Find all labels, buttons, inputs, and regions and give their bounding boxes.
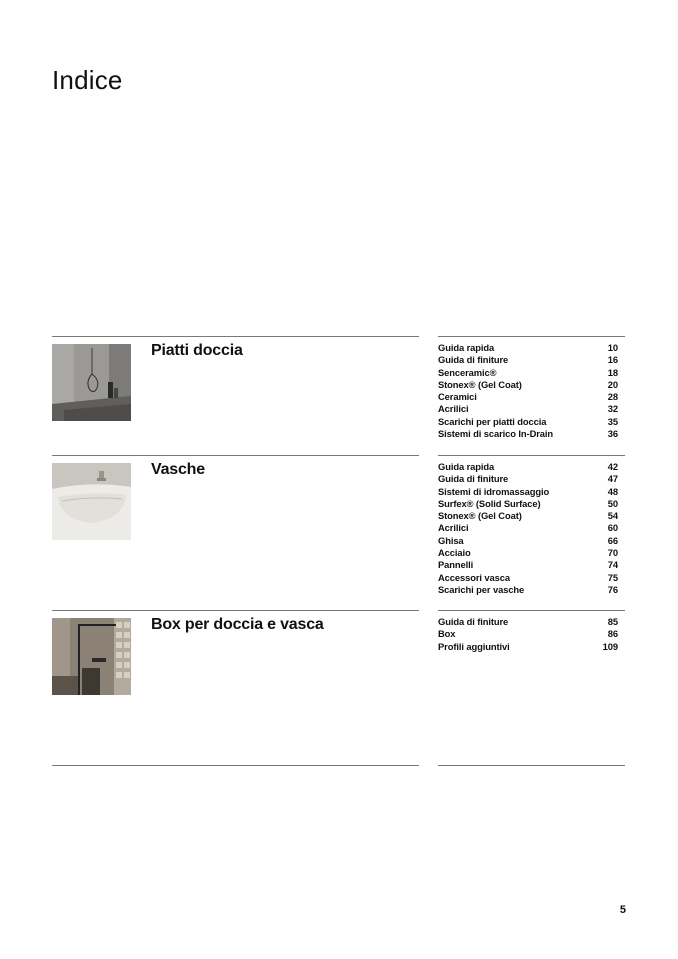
shower-tray-photo	[52, 344, 131, 421]
toc-item[interactable]	[438, 486, 618, 498]
toc-item-label: Guida di finiture	[438, 354, 509, 366]
toc-item[interactable]	[438, 428, 618, 440]
section-vasche	[0, 455, 678, 610]
section-divider	[52, 610, 419, 611]
page-title: Indice	[52, 65, 123, 96]
toc-item-label: Box	[438, 628, 456, 640]
toc-item-page: 54	[607, 510, 618, 522]
toc-item[interactable]	[438, 354, 618, 366]
toc-item-label: Pannelli	[438, 559, 474, 571]
toc-item[interactable]	[438, 416, 618, 428]
toc-item[interactable]	[438, 391, 618, 403]
toc-item-page: 70	[607, 547, 618, 559]
section-divider	[438, 610, 625, 611]
toc-item[interactable]	[438, 473, 618, 485]
toc-item-label: Guida di finiture	[438, 473, 509, 485]
toc-item-page: 66	[607, 534, 618, 546]
section-divider	[52, 336, 419, 337]
toc-item[interactable]	[438, 572, 618, 584]
toc-item-label: Stonex® (Gel Coat)	[438, 378, 522, 390]
toc-item[interactable]	[438, 628, 618, 640]
toc-item[interactable]	[438, 547, 618, 559]
toc-item[interactable]	[438, 367, 618, 379]
toc-item-label: Accessori vasca	[438, 571, 510, 583]
section-title: Vasche	[151, 461, 205, 478]
toc-item-label: Acrilici	[438, 522, 469, 534]
section-divider	[52, 455, 419, 456]
toc-item-page: 47	[607, 473, 618, 485]
section-title: Piatti doccia	[151, 342, 243, 359]
toc-item-label: Ceramici	[438, 391, 477, 403]
toc-item[interactable]	[438, 403, 618, 415]
toc-item-label: Scarichi per piatti doccia	[438, 415, 547, 427]
toc-item[interactable]	[438, 522, 618, 534]
toc-item-label: Senceramic®	[438, 366, 497, 378]
toc-item-page: 74	[607, 559, 618, 571]
toc-item[interactable]	[438, 379, 618, 391]
section-divider	[438, 455, 625, 456]
toc-item-label: Guida rapida	[438, 342, 495, 353]
toc-item-label: Guida rapida	[438, 461, 495, 472]
toc-item-page: 10	[607, 342, 618, 353]
toc-item-label: Profili aggiuntivi	[438, 640, 510, 652]
toc-item-label: Surfex® (Solid Surface)	[438, 497, 541, 509]
section-piatti-doccia	[0, 336, 678, 456]
toc-item[interactable]	[438, 641, 618, 653]
toc-item-label: Ghisa	[438, 534, 464, 546]
toc-list	[438, 616, 618, 653]
toc-item-page: 20	[607, 378, 618, 390]
section-title: Box per doccia e vasca	[151, 616, 324, 633]
toc-item[interactable]	[438, 498, 618, 510]
toc-item-label: Sistemi di scarico In-Drain	[438, 428, 554, 440]
toc-item-page: 42	[607, 461, 618, 472]
toc-list	[438, 342, 618, 440]
toc-item-label: Scarichi per vasche	[438, 583, 525, 595]
toc-item[interactable]	[438, 584, 618, 596]
toc-item-page: 85	[607, 616, 618, 627]
toc-item-label: Guida di finiture	[438, 616, 509, 627]
toc-item-label: Acrilici	[438, 403, 469, 415]
toc-list	[438, 461, 618, 596]
toc-item-page: 109	[602, 640, 618, 652]
page-number: 5	[619, 904, 626, 916]
section-box-doccia-vasca	[0, 610, 678, 765]
section-divider	[438, 336, 625, 337]
toc-item-page: 86	[607, 628, 618, 640]
toc-item-label: Acciaio	[438, 547, 471, 559]
toc-item[interactable]	[438, 535, 618, 547]
toc-item[interactable]	[438, 559, 618, 571]
toc-item-page: 16	[607, 354, 618, 366]
toc-item-page: 32	[607, 403, 618, 415]
closing-divider	[438, 765, 625, 766]
toc-item-page: 35	[607, 415, 618, 427]
closing-divider	[52, 765, 419, 766]
toc-item-label: Sistemi di idromassaggio	[438, 485, 550, 497]
bathtub-photo	[52, 463, 131, 540]
toc-item-page: 48	[607, 485, 618, 497]
toc-item[interactable]	[438, 510, 618, 522]
shower-enclosure-photo	[52, 618, 131, 695]
toc-item-page: 36	[607, 428, 618, 440]
toc-item-page: 75	[607, 571, 618, 583]
toc-item-page: 76	[607, 583, 618, 595]
toc-item[interactable]	[438, 342, 618, 354]
toc-item-page: 50	[607, 497, 618, 509]
toc-item[interactable]	[438, 616, 618, 628]
toc-item[interactable]	[438, 461, 618, 473]
toc-item-page: 60	[607, 522, 618, 534]
toc-item-label: Stonex® (Gel Coat)	[438, 510, 522, 522]
toc-item-page: 28	[607, 391, 618, 403]
toc-item-page: 18	[607, 366, 618, 378]
